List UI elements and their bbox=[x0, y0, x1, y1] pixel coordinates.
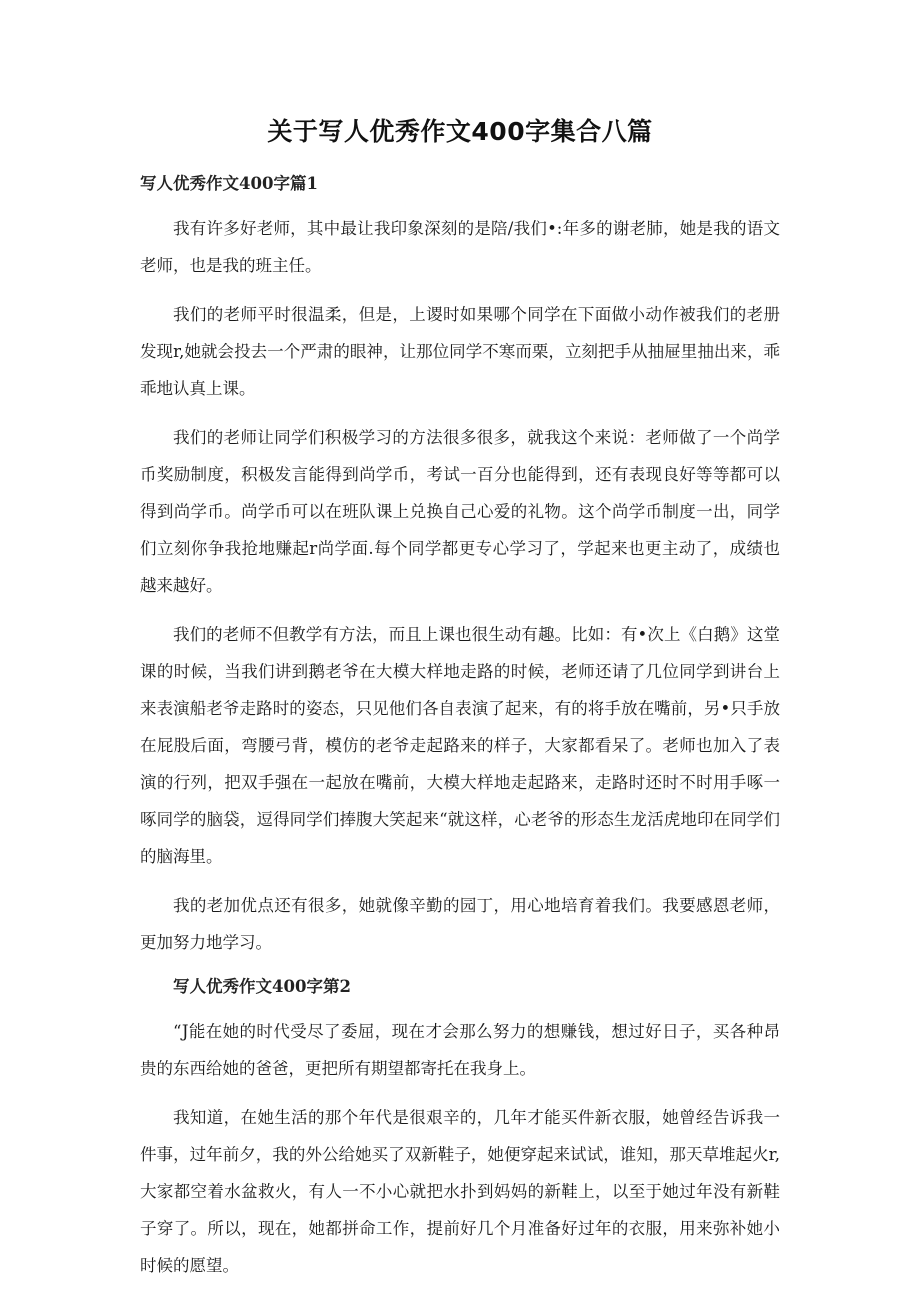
section-1-paragraph-1: 我有许多好老师，其中最让我印象深刻的是陪/我们•:年多的谢老肺，她是我的语文老师，也是我的班主任。 bbox=[140, 219, 780, 275]
section-1-paragraph-3: 我们的老师让同学们积极学习的方法很多很多，就我这个来说：老师做了一个尚学币奖励制度，积极发言能得到尚学币，考试一百分也能得到，还有表现良好等等都可以得到尚学币。尚学币可以在班队课上兑换自己心爱的礼物。这个尚学币制度一出，同学们立刻你争我抢地赚起r尚学面.每个同学都更专心学习了，学起来也更主动了，成绩也越来越好。 bbox=[140, 428, 780, 595]
section-1-paragraph-4: 我们的老师不但教学有方法，而且上课也很生动有趣。比如：有•次上《白鹅》这堂课的时候，当我们讲到鹅老爷在大模大样地走路的时候，老师还请了几位同学到讲台上来表演船老爷走路时的姿态，只见他们各自表演了起来，有的将手放在嘴前，另•只手放在屁股后面，弯腰弓背，模仿的老爷走起路来的样子，大家都看呆了。老师也加入了表演的行列，把双手强在一起放在嘴前，大模大样地走起路来，走路时还时不时用手啄一啄同学的脑袋，逗得同学们捧腹大笑起来“就这样，心老爷的形态生龙活虎地印在同学们的脑海里。 bbox=[140, 625, 780, 866]
section-1-paragraph-2: 我们的老师平时很温柔，但是，上谡时如果哪个同学在下面做小动作被我们的老册发现r,她就会投去一个严肃的眼神，让那位同学不寒而栗，立刻把手从抽屉里抽出来，乖乖地认真上课。 bbox=[140, 305, 780, 398]
section-2-paragraph-1: “J能在她的时代受尽了委屈，现在才会那么努力的想赚钱，想过好日子，买各种昂贵的东西给她的爸爸，更把所有期望都寄托在我身上。 bbox=[140, 1022, 780, 1078]
section-2-heading: 写人优秀作文400字第2 bbox=[173, 977, 351, 996]
document-title: 关于写人优秀作文400字集合八篇 bbox=[267, 117, 653, 146]
section-2-paragraph-2: 我知道，在她生活的那个年代是很艰辛的，几年才能买件新衣服，她曾经告诉我一件事，过年前夕，我的外公给她买了双新鞋子，她便穿起来试试，谁知，那天草堆起火r,大家都空着水盆救火，有人一不小心就把水扑到妈妈的新鞋上，以至于她过年没有新鞋子穿了。所以，现在，她都拼命工作，提前好几个月准备好过年的衣服，用来弥补她小时候的愿望。 bbox=[140, 1108, 780, 1275]
section-1-heading: 写人优秀作文400字篇1 bbox=[140, 174, 318, 193]
section-1-paragraph-5: 我的老加优点还有很多，她就像辛勤的园丁，用心地培育着我们。我要感恩老师，更加努力地学习。 bbox=[140, 896, 780, 952]
